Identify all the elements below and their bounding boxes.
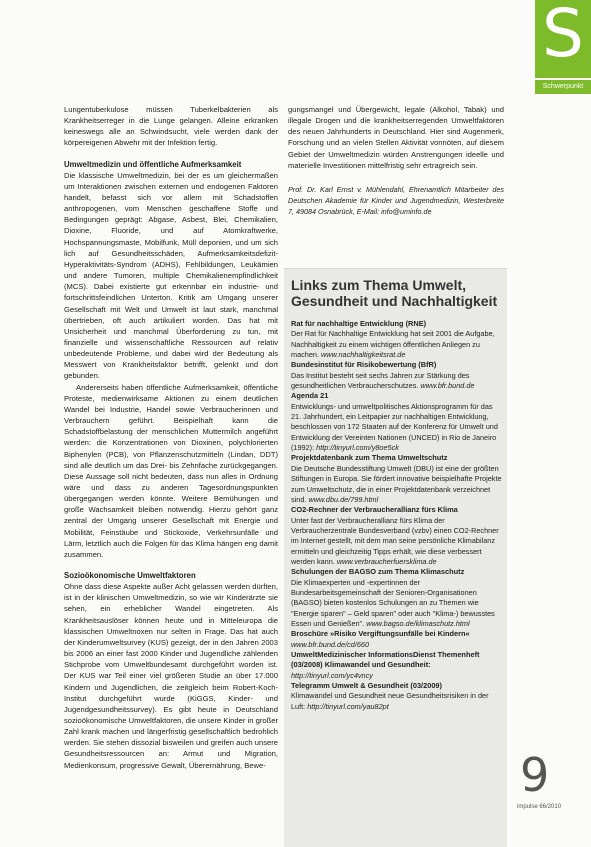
link-item-text xyxy=(291,402,502,454)
link-item-description: Unter fast der Verbraucherallianz fürs Klima der Verbraucherzentrale Bundesverband (vzbv) einen CO2-Rechner im Internet gestellt, mit dem man seine persönliche Klimabilanz ermitteln und gleichzeitig Tipps erhält, wie diese verbessert werden kann. xyxy=(291,515,499,566)
link-item-text xyxy=(291,671,502,681)
paragraph-continuation: gungsmangel und Übergewicht, legale (Alkohol, Tabak) und illegale Drogen und die krankheitserregenden Umweltfaktoren des neuen Jahrhunderts in Deutschland. Hier sind Augenmerk, Forschung und an vielen Stellen Aktivität vonnöten, auf diesem Gebiet der Umweltmedizin würden Anstrengungen ideelle und materielle Investitionen mittelfristig sehr ertragreich sein. xyxy=(288,105,504,170)
paragraph-soziooekonomisch: Ohne dass diese Aspekte außer Acht gelassen werden dürften, ist in der klinischen Umweltmedizin, so wie wir Kinderärzte sie sehen, ein erheblicher Wandel eingetreten. Als Krankheitsauslöser können heute und in Mitteleuropa die klassischen Umweltnoxen nur selten in Frage. Das hat auch der Kinderumweltsurvey (KUS) gezeigt, der in den Jahren 2003 bis 2006 an einer fast 2000 Kinder und Jugendliche zählenden Stichprobe vom Umweltbundesamt durchgeführt worden ist. Der KUS war Teil einer viel größeren Studie an über 17.000 Kindern und Jugendlichen, die zeitgleich beim Robert-Koch-Institut durchgeführt wurde (KiGGS, Kinder- und Jugendgesundheitssurvey). Es gibt heute in Deutschland sozioökonomische Umweltfaktoren, die unsere Kinder in großer Zahl krank machen und längerfristig gesellschaftlich bedrohlich werden. Sie stehen dissozial bisweilen und greifen auch unsere Gesundheitsressourcen an: Armut und Migration, Medienkonsum, progressive Gewalt, Überernährung, Bewe- xyxy=(64,582,278,770)
link-item-text xyxy=(291,640,502,650)
page-reference: impulse 66/2010 xyxy=(517,804,562,810)
link-item-text xyxy=(291,516,502,568)
link-item-url[interactable]: http://tinyurl.com/y8oe5ck xyxy=(316,443,399,453)
link-item-text xyxy=(291,691,502,712)
link-item-description: Der Rat für Nachhaltige Entwicklung hat seit 2001 die Aufgabe, Nachhaltigkeit zu einem wichtigen öffentlichen Anliegen zu machen. xyxy=(291,329,495,360)
link-item-text xyxy=(291,329,502,360)
section-tab-label: Schwerpunkt xyxy=(535,80,591,94)
links-list xyxy=(291,319,502,712)
intro-paragraph: Lungentuberkulose müssen Tuberkelbakterien als Krankheitserreger in die Lunge gelangen. Alleine erkranken keineswegs alle an Schwindsucht, viele werden dank der körpereigenen Abwehr mit der Infektion fertig. xyxy=(64,105,278,148)
links-box xyxy=(284,268,507,847)
paragraph-aufmerksamkeit: Andererseits haben öffentliche Aufmerksamkeit, öffentliche Proteste, medienwirksame Aktionen zu einem deutlichen Wandel bei Industrie, Handel sowie Verbraucherinnen und Verbrauchern geführt. Beispielhaft kann die Schadstoffbelastung der menschlichen Muttermilch angeführt werden: die Konzentrationen von Dioxinen, polychlorierten Biphenylen (PCB), von Pflanzenschutzmitteln (Lindan, DDT) sind alle deutlich um das Drei- bis Zehnfache zurückgegangen. Diese Aussage soll nicht bedeuten, dass nun alles in Ordnung wäre und dass zu anderen Tagesordnungspunkten übergegangen werden könnte. Weitere Bemühungen und große Wachsamkeit bleiben notwendig. Hierzu gehört ganz zentral der Umgang unserer Gesellschaft mit Energie und Mobilität, Feinstäube und Stickoxide, Verkehrsunfälle und Lärm, letztlich auch die Folgen für das Klima hängen eng damit zusammen. xyxy=(64,382,278,559)
link-item-heading: Bundesinstitut für Risikobewertung (BfR) xyxy=(291,360,437,370)
link-item-heading: Schulungen der BAGSO zum Thema Klimaschutz xyxy=(291,567,465,577)
link-item-description: Klimawandel und Gesundheit neue Gesundheitsrisiken in der Luft: xyxy=(291,691,489,711)
section-tab xyxy=(535,0,591,78)
link-item-url[interactable]: www.bfr.bund.de xyxy=(420,381,475,391)
link-item-description: Das Institut besteht seit sechs Jahren zur Stärkung des gesundheitlichen Verbraucherschutzes. xyxy=(291,370,470,391)
link-item-heading: CO2-Rechner der Verbraucherallianz fürs Klima xyxy=(291,505,458,515)
link-item-url[interactable]: www.bfr.bund.de/cd/660 xyxy=(291,639,370,649)
left-column xyxy=(64,104,278,771)
links-box-title: Links zum Thema Umwelt, Gesundheit und Nachhaltigkeit xyxy=(291,277,498,309)
link-item-heading: Rat für nachhaltige Entwicklung (RNE) xyxy=(291,319,427,328)
link-item-description: Die Deutsche Bundesstiftung Umwelt (DBU) ist eine der größten Stiftungen in Europa. Sie fördert innovative beispielhafte Projekte zum Umweltschutz, die in einer Projektdatenbank verzeichnet sind. xyxy=(291,463,502,504)
link-item-url[interactable]: http://tinyurl.com/yc4vncy xyxy=(291,670,373,680)
heading-umweltmedizin: Umweltmedizin und öffentliche Aufmerksamkeit xyxy=(64,159,242,169)
link-item-heading: Broschüre »Risiko Vergiftungsunfälle bei Kindern« xyxy=(291,629,470,639)
section-tab-letter: S xyxy=(542,0,584,72)
link-item-text xyxy=(291,578,502,630)
link-item-description: Die Klimaexperten und -expertinnen der Bundesarbeitsgemeinschaft der Senioren-Organisationen (BAGSO) bieten kostenlos Schulungen an zu Themen wie "Energie sparen" – Geld sparen" oder auch "Klima-) bewusstes Essen und Genießen". xyxy=(291,577,495,628)
link-item-url[interactable]: http://tinyurl.com/yau82pt xyxy=(307,701,389,711)
link-item-heading: UmweltMedizinischer InformationsDienst Themenheft (03/2008) Klimawandel und Gesundheit: xyxy=(291,650,480,670)
right-column xyxy=(288,104,504,217)
link-item-heading: Agenda 21 xyxy=(291,391,329,401)
link-item-heading: Projektdatenbank zum Thema Umweltschutz xyxy=(291,453,448,463)
link-item-description: Entwicklungs- und umweltpolitisches Aktionsprogramm für das 21. Jahrhundert, ein Leitpapier zur nachhaltigen Entwicklung, beschlossen von 172 Staaten auf der Konferenz für Umwelt und Entwicklung der Vereinten Nationen (UNCED) in Rio de Janeiro (1992): xyxy=(291,401,498,453)
link-item-text xyxy=(291,464,502,505)
link-item-url[interactable]: www.nachhaltigkeitsrat.de xyxy=(321,350,406,360)
paragraph-umweltmedizin: Die klassische Umweltmedizin, bei der es um gleichermaßen um Interaktionen zwischen externen und endogenen Faktoren handelt, befasst sich vor allem mit Schadstoffen anthropogenen, vom Menschen geschaffene Stoffe und Bedingungen geprägt: Abgase, Asbest, Blei, Chemikalien, Dioxine, Fluoride, und auf Atomkraftwerke, Hochspannungsmaste, Mobilfunk, Müll deponien, und um sich lich auf Gesundheitsschäden, Aufmerksamkeitsdefizit-Hyperaktivitäts-Syndrom (ADHS), Fehlbildungen, Leukämien und andere Tumoren, multiple Chemikalienempfindlichkeit (MCS). Dabei existierte gut erkennbar ein industrie- und fortschrittsfeindlichen Unterton. Kritik am Umgang unserer Gesellschaft mit Welt und Umwelt ist laut stark, manchmal übertrieben, oft auch artikuliert worden. Das hat mit Unsicherheit und manchmal Überforderung zu tun, mit finanzielle und wissenschaftliche Ressourcen auf relativ unbedeutende Probleme, und dabei wird der Bedeutung als Messwert von Krankheitsfaktor betrifft, gelenkt und dort gebunden. xyxy=(64,170,278,381)
heading-soziooekonomisch: Sozioökonomische Umweltfaktoren xyxy=(64,571,196,581)
link-item-url[interactable]: www.bagso.de/klimaschutz.html xyxy=(366,618,470,628)
link-item-url[interactable]: www.dbu.de/799.html xyxy=(308,494,379,504)
link-item-url[interactable]: www.verbraucherfuersklima.de xyxy=(336,556,437,566)
link-item-text xyxy=(291,371,502,392)
link-item-heading: Telegramm Umwelt & Gesundheit (03/2009) xyxy=(291,681,443,691)
author-note: Prof. Dr. Karl Ernst v. Mühlendahl, Ehrenamtlich Mitarbeiter des Deutschen Akademie für Kinder und Jugendmedizin, Westerbreite 7, 49084 Osnabrück, E-Mail: info@uminfo.de xyxy=(288,184,504,216)
page-number: 9 xyxy=(520,748,550,802)
